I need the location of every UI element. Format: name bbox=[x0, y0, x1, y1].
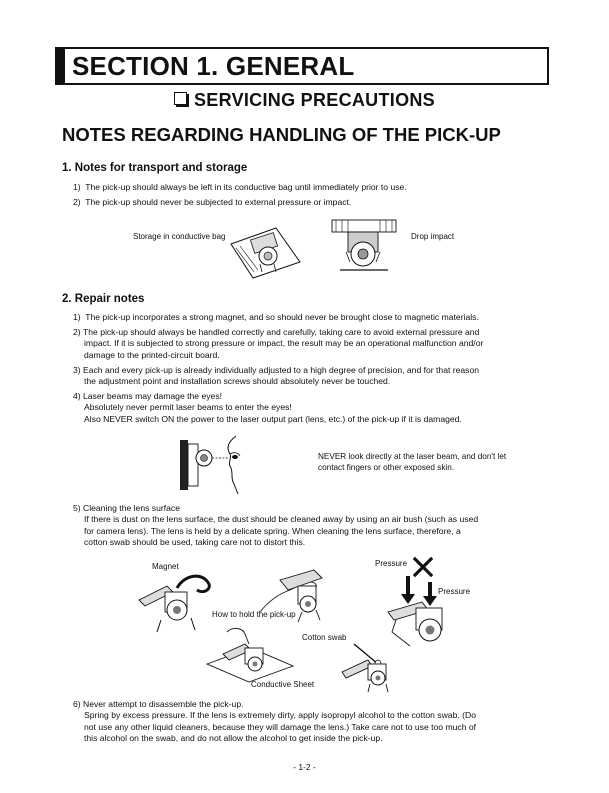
laser-eye-illustration bbox=[178, 436, 258, 499]
caption-line: NEVER look directly at the laser beam, and don't let bbox=[318, 452, 507, 461]
pressure-label-2: Pressure bbox=[438, 587, 471, 596]
item-number: 1) bbox=[73, 312, 81, 322]
item-number: 3) bbox=[73, 365, 81, 375]
storage-caption: Storage in conductive bag bbox=[133, 232, 226, 241]
item-line: Absolutely never permit laser beams to enter the eyes! bbox=[84, 402, 292, 413]
pressure-label-1: Pressure bbox=[375, 559, 408, 568]
repair-item-5 bbox=[73, 503, 563, 548]
item-number: 2) bbox=[73, 327, 81, 337]
repair-item-1 bbox=[73, 312, 563, 323]
item-number: 1) bbox=[73, 182, 81, 192]
caption-line: contact fingers or other exposed skin. bbox=[318, 463, 455, 472]
item-line: this alcohol on the swab, and do not allow the alcohol to get inside the pick-up. bbox=[84, 732, 383, 743]
checkbox-icon bbox=[174, 92, 187, 105]
item-number: 5) bbox=[73, 503, 81, 513]
pressure-arrow-icon bbox=[401, 594, 415, 604]
cotton-swab-label: Cotton swab bbox=[302, 633, 347, 642]
item-text: The pick-up incorporates a strong magnet, and so should never be brought close to magnetic materials. bbox=[85, 312, 479, 322]
item-line: The pick-up should always be handled correctly and carefully, taking care to avoid external pressure and bbox=[83, 327, 480, 337]
transport-item-1 bbox=[73, 182, 563, 193]
item-line: the adjustment point and installation screws should absolutely never be touched. bbox=[84, 376, 391, 387]
item-number: 6) bbox=[73, 699, 81, 709]
repair-item-3 bbox=[73, 365, 563, 388]
servicing-precautions-heading bbox=[0, 90, 609, 111]
drop-impact-illustration bbox=[330, 216, 400, 281]
item-text: The pick-up should never be subjected to external pressure or impact. bbox=[85, 197, 352, 207]
item-line: damage to the printed-circuit board. bbox=[84, 349, 220, 360]
transport-heading: 1. Notes for transport and storage bbox=[62, 162, 248, 174]
transport-item-2 bbox=[73, 197, 563, 208]
item-line: impact. If it is subjected to strong pressure or impact, the result may be an operational malfunction and/or bbox=[84, 338, 484, 349]
subheading-text: SERVICING PRECAUTIONS bbox=[193, 90, 435, 110]
repair-item-2 bbox=[73, 327, 563, 361]
item-line: If there is dust on the lens surface, the dust should be cleaned away by using an air bush (such as used bbox=[84, 514, 479, 525]
magnet-pickup-illustration bbox=[137, 570, 212, 640]
item-line: not use any other liquid cleaners, because they will damage the lens.) Take care not to use too much of bbox=[84, 721, 477, 732]
item-line: Spring by excess pressure. If the lens is extremely dirty, apply isopropyl alcohol to the cotton swab. (Do bbox=[84, 710, 476, 721]
repair-heading: 2. Repair notes bbox=[62, 293, 145, 305]
page-title: NOTES REGARDING HANDLING OF THE PICK-UP bbox=[62, 124, 501, 145]
page-number: - 1-2 - bbox=[293, 762, 316, 772]
laser-warning-caption bbox=[318, 451, 506, 473]
conductive-sheet-label: Conductive Sheet bbox=[251, 680, 315, 689]
item-text: The pick-up should always be left in its conductive bag until immediately prior to use. bbox=[85, 182, 407, 192]
magnet-label: Magnet bbox=[152, 562, 179, 571]
cotton-swab-cleaning-illustration bbox=[340, 642, 400, 697]
item-line: cotton swab should be used, taking care not to distort this. bbox=[84, 536, 306, 547]
item-line: Also NEVER switch ON the power to the laser output part (lens, etc.) of the pick-up if it is damaged. bbox=[84, 413, 462, 424]
conductive-bag-illustration bbox=[228, 222, 303, 287]
item-line: Cleaning the lens surface bbox=[83, 503, 180, 513]
item-number: 4) bbox=[73, 391, 81, 401]
item-line: Never attempt to disassemble the pick-up. bbox=[83, 699, 244, 709]
section-heading bbox=[55, 47, 549, 85]
section-title: SECTION 1. GENERAL bbox=[72, 50, 355, 81]
item-line: for camera lens). The lens is held by a delicate spring. When cleaning the lens surface, therefore, a bbox=[84, 525, 461, 536]
item-line: Laser beams may damage the eyes! bbox=[83, 391, 223, 401]
repair-item-4 bbox=[73, 391, 563, 425]
item-number: 2) bbox=[73, 197, 81, 207]
item-line: Each and every pick-up is already individually adjusted to a high degree of precision, and for that reason bbox=[83, 365, 480, 375]
hold-pickup-label: How to hold the pick-up bbox=[212, 610, 296, 619]
drop-caption: Drop impact bbox=[411, 232, 455, 241]
repair-item-6 bbox=[73, 699, 563, 744]
